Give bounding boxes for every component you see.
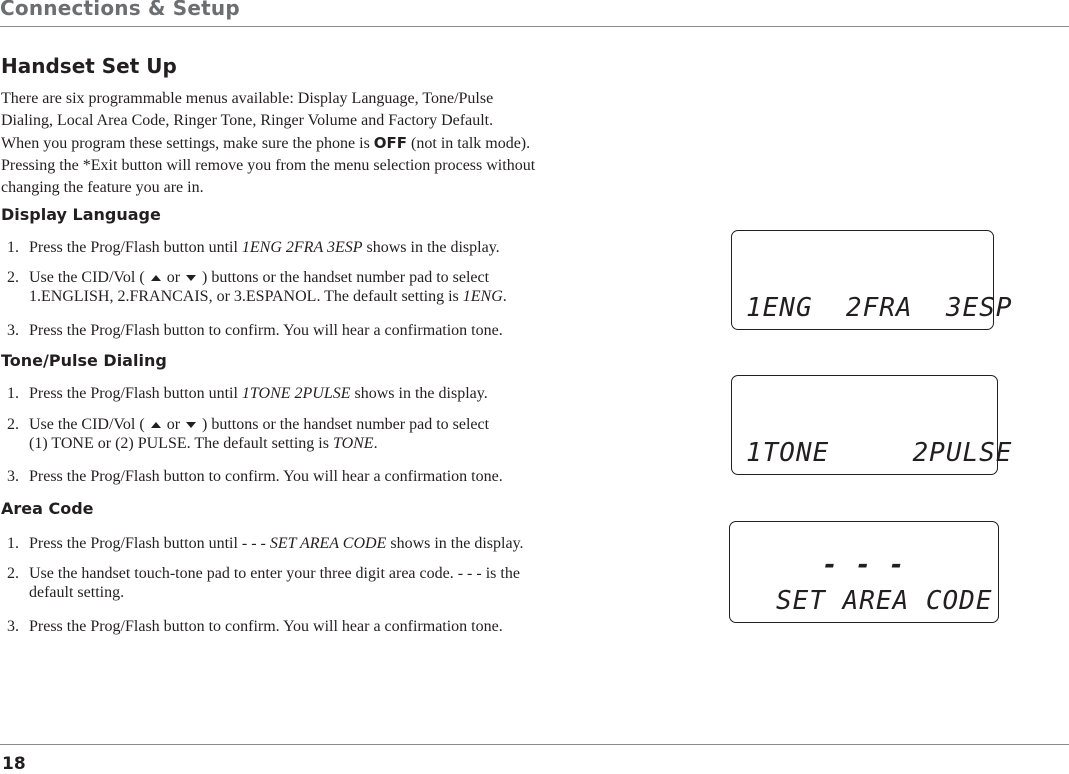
intro-line-4: Pressing the *Exit button will remove you from the menu selection process without	[1, 157, 536, 174]
tone-pulse-heading: Tone/Pulse Dialing	[1, 351, 167, 370]
up-arrow-icon	[151, 422, 161, 428]
lcd-area-code	[729, 521, 999, 623]
intro-line-1: There are six programmable menus available: Display Language, Tone/Pulse	[1, 90, 494, 107]
lcd-tone-pulse-text: 1TONE 2PULSE	[746, 438, 1013, 468]
intro-line-5: changing the feature you are in.	[1, 179, 204, 196]
up-arrow-icon	[151, 275, 161, 281]
section-title: Handset Set Up	[1, 54, 177, 78]
area-code-heading: Area Code	[1, 499, 94, 518]
down-arrow-icon	[186, 422, 196, 428]
header-rule	[0, 26, 1069, 27]
intro-line-2: Dialing, Local Area Code, Ringer Tone, Ringer Volume and Factory Default.	[1, 112, 494, 129]
intro-paragraph	[1, 88, 641, 199]
lcd-area-code-dashes: - - -	[822, 550, 906, 580]
down-arrow-icon	[186, 275, 196, 281]
lcd-display-language-text: 1ENG 2FRA 3ESP	[746, 293, 1013, 323]
off-emphasis: OFF	[373, 134, 408, 152]
lcd-area-code-text: SET AREA CODE	[776, 586, 993, 616]
lcd-tone-pulse	[731, 375, 1013, 475]
display-language-heading: Display Language	[1, 205, 161, 224]
header-title: Connections & Setup	[0, 0, 240, 20]
page-number: 18	[2, 754, 26, 774]
lcd-display-language	[731, 230, 1013, 330]
footer-rule	[0, 744, 1069, 745]
intro-line-3: When you program these settings, make sure the phone is OFF (not in talk mode).	[1, 134, 531, 152]
